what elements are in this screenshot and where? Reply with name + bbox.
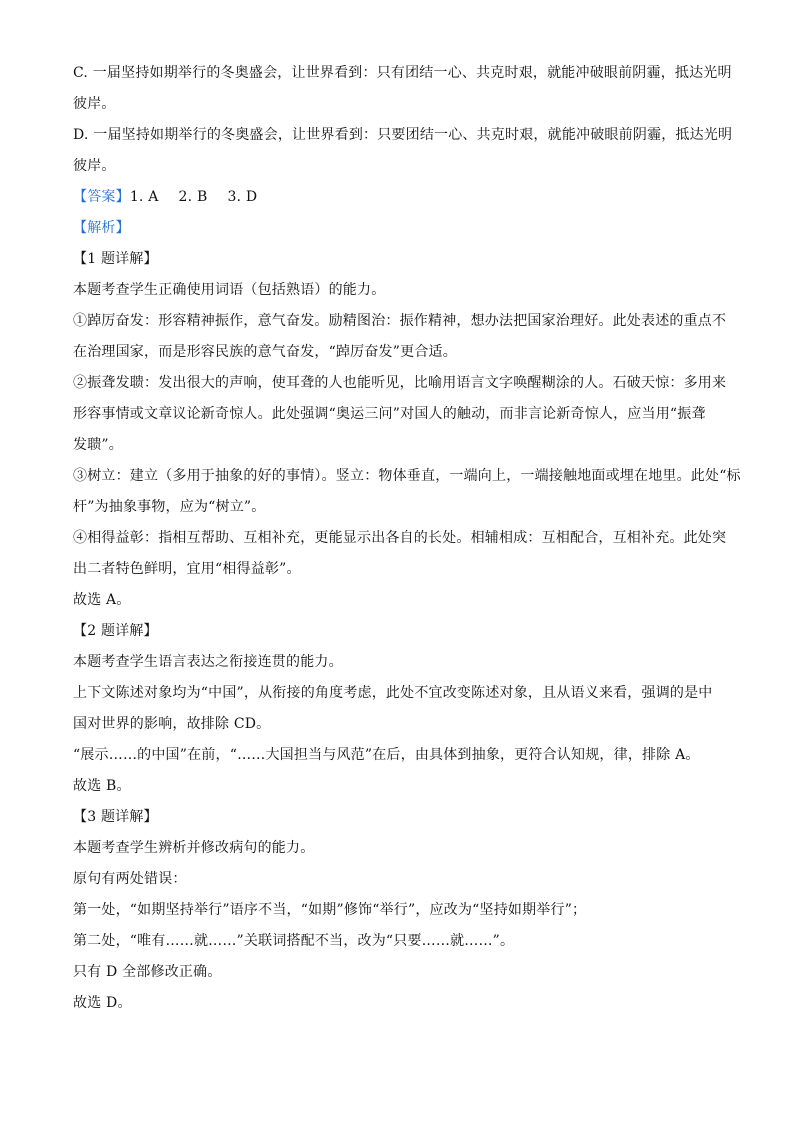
q2-para2: “展示……的中国”在前，“……大国担当与风范”在后，由具体到抽象，更符合认知规，律，排除 A。 bbox=[73, 747, 700, 763]
q2-header: 【2 题详解】 bbox=[73, 623, 158, 639]
q1-item3-line-2: 杆”为抽象事物，应为“树立”。 bbox=[73, 499, 266, 515]
answer-line bbox=[73, 182, 723, 213]
option-d-line-2: 彼岸。 bbox=[73, 158, 116, 174]
q1-item2-line-3: 发聩”。 bbox=[73, 437, 123, 453]
q1-item3-line-1: ③树立：建立（多用于抽象的好的事情）。竖立：物体垂直，一端向上，一端接触地面或埋在地里。此处“标 bbox=[73, 468, 741, 484]
answer-label: 【答案】 bbox=[73, 189, 130, 205]
answer-3: 3. D bbox=[227, 189, 258, 205]
answer-1: 1. A bbox=[129, 189, 159, 205]
q3-errors-intro: 原句有两处错误： bbox=[73, 871, 187, 887]
answer-2: 2. B bbox=[178, 189, 208, 205]
q2-intro: 本题考查学生语言表达之衔接连贯的能力。 bbox=[73, 654, 343, 670]
q3-header: 【3 题详解】 bbox=[73, 809, 158, 825]
option-c-line-1: C. 一届坚持如期举行的冬奥盛会，让世界看到：只有团结一心、共克时艰，就能冲破眼前阴霾，抵达光明 bbox=[73, 65, 732, 81]
analysis-label: 【解析】 bbox=[73, 220, 130, 236]
q1-item4-line-2: 出二者特色鲜明，宜用“相得益彰”。 bbox=[73, 561, 301, 577]
q2-conclusion: 故选 B。 bbox=[73, 778, 131, 794]
q3-conclusion: 故选 D。 bbox=[73, 995, 132, 1011]
q1-item2-line-1: ②振聋发聩：发出很大的声响，使耳聋的人也能听见，比喻用语言文字唤醒糊涂的人。石破天惊：多用来 bbox=[73, 375, 727, 391]
q3-only-d: 只有 D 全部修改正确。 bbox=[73, 964, 222, 980]
q1-item4-line-1: ④相得益彰：指相互帮助、互相补充，更能显示出各自的长处。相辅相成：互相配合，互相补充。此处突 bbox=[73, 530, 727, 546]
q2-para1-line-2: 国对世界的影响，故排除 CD。 bbox=[73, 716, 271, 732]
option-c-line-2: 彼岸。 bbox=[73, 96, 116, 112]
q1-intro: 本题考查学生正确使用词语（包括熟语）的能力。 bbox=[73, 282, 386, 298]
q1-item1-line-1: ①踔厉奋发：形容精神振作，意气奋发。励精图治：振作精神，想办法把国家治理好。此处表述的重点不 bbox=[73, 313, 727, 329]
q3-error-2: 第二处，“唯有……就……”关联词搭配不当，改为“只要……就……”。 bbox=[73, 933, 515, 949]
q1-header: 【1 题详解】 bbox=[73, 251, 158, 267]
q3-intro: 本题考查学生辨析并修改病句的能力。 bbox=[73, 840, 315, 856]
q1-item2-line-2: 形容事情或文章议论新奇惊人。此处强调“奥运三问”对国人的触动，而非言论新奇惊人，应当用“振聋 bbox=[73, 406, 706, 422]
option-d-line-1: D. 一届坚持如期举行的冬奥盛会，让世界看到：只要团结一心、共克时艰，就能冲破眼前阴霾，抵达光明 bbox=[73, 127, 733, 143]
q1-conclusion: 故选 A。 bbox=[73, 592, 131, 608]
q2-para1-line-1: 上下文陈述对象均为“中国”，从衔接的角度考虑，此处不宜改变陈述对象，且从语义来看，强调的是中 bbox=[73, 685, 713, 701]
document-body bbox=[73, 58, 741, 1019]
q1-item1-line-2: 在治理国家，而是形容民族的意气奋发，“踔厉奋发”更合适。 bbox=[73, 344, 457, 360]
q3-error-1: 第一处，“如期坚持举行”语序不当，“如期”修饰“举行”，应改为“坚持如期举行”； bbox=[73, 902, 587, 918]
